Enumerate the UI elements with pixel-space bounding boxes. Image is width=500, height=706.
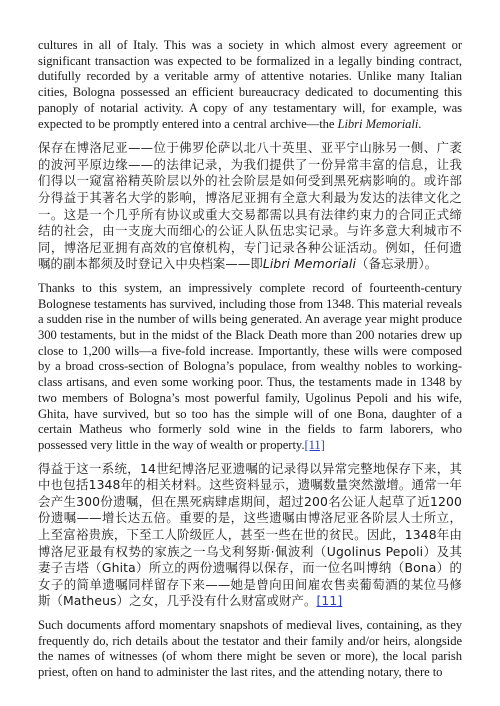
paragraph-text: Thanks to this system, an impressively complete record of fourteenth-century Bolognese testaments has survived, including those from 1348. This material reveals a sudden rise in the number of wills being generated. An average year might produce 300 testaments, but in the midst of the Black Death more than 200 notaries drew up close to 1,200 wills—a five-fold increase. Importantly, these wills were composed by a broad cross-section of Bologna’s populace, from wealthy nobles to working-class artisans, and even some working poor. Thus, the testaments made in 1348 by two members of Bologna’s most powerful family, Ugolinus Pepoli and his wife, Ghita, have survived, but so too has the simple will of one Bona, daughter of a certain Matheus who formerly sold wine in the fields to farm laborers, who possessed very little in the way of wealth or property. (38, 280, 462, 452)
paragraph-text: 得益于这一系统，14世纪博洛尼亚遗嘱的记录得以异常完整地保存下来，其中也包括1348年的相关材料。这些资料显示，遗嘱数量突然激增。通常一年会产生300份遗嘱，但在黑死病肆虐期间，超过200名公证人起草了近1200份遗嘱——增长达五倍。重要的是，这些遗嘱由博洛尼亚各阶层人士所立，上至富裕贵族，下至工人阶级匠人，甚至一些在世的贫民。因此，1348年由博洛尼亚最有权势的家族之一乌戈利努斯·佩波利（Ugolinus Pepoli）及其妻子吉塔（Ghita）所立的两份遗嘱得以保存，而一位名叫博纳（Bona）的女子的简单遗嘱同样留存下来——她是曾向田间雇农售卖葡萄酒的某位马修斯（Matheus）之女，几乎没有什么财富或财产。 (38, 460, 462, 609)
paragraph-tail: （备忘录册）。 (356, 256, 438, 272)
document-page (38, 38, 462, 681)
footnote-link[interactable]: [11] (304, 438, 325, 452)
chinese-paragraph-1 (38, 140, 462, 273)
footnote-link[interactable]: [11] (316, 593, 343, 609)
archive-title: Libri Memoriali (337, 116, 419, 131)
chinese-paragraph-2 (38, 461, 462, 610)
archive-title: Libri Memoriali (262, 256, 357, 272)
paragraph-tail: . (418, 116, 422, 131)
paragraph-text: 保存在博洛尼亚——位于佛罗伦萨以北八十英里、亚平宁山脉另一侧、广袤的波河平原边缘——的法律记录，为我们提供了一份异常丰富的信息，让我们得以一窥富裕精英阶层以外的社会阶层是如何受到黑死病影响的。或许部分得益于其著名大学的影响，博洛尼亚拥有全意大利最为发达的法律文化之一。这是一个几乎所有协议或重大交易都需以具有法律约束力的合同正式缔结的社会，由一支庞大而细心的公证人队伍忠实记录。与许多意大利城市不同，博洛尼亚拥有高效的官僚机构，专门记录各种公证活动。例如，任何遗嘱的副本都须及时登记入中央档案——即 (38, 140, 462, 272)
english-paragraph-3 (38, 618, 462, 681)
english-paragraph-1 (38, 38, 462, 132)
paragraph-text: Such documents afford momentary snapshots of medieval lives, containing, as they frequently do, rich details about the testator and their family and/or heirs, alongside the names of witnesses (of whom there might be seven or more), the local parish priest, often on hand to administer the last rites, and the attending notary, there to (38, 618, 462, 680)
paragraph-text: cultures in all of Italy. This was a society in which almost every agreement or significant transaction was expected to be formalized in a legally binding contract, dutifully recorded by a veritable army of attentive notaries. Unlike many Italian cities, Bologna possessed an efficient bureaucracy dedicated to documenting this panoply of notarial activity. A copy of any testamentary will, for example, was expected to be promptly entered into a central archive—the (38, 38, 462, 131)
english-paragraph-2 (38, 281, 462, 454)
